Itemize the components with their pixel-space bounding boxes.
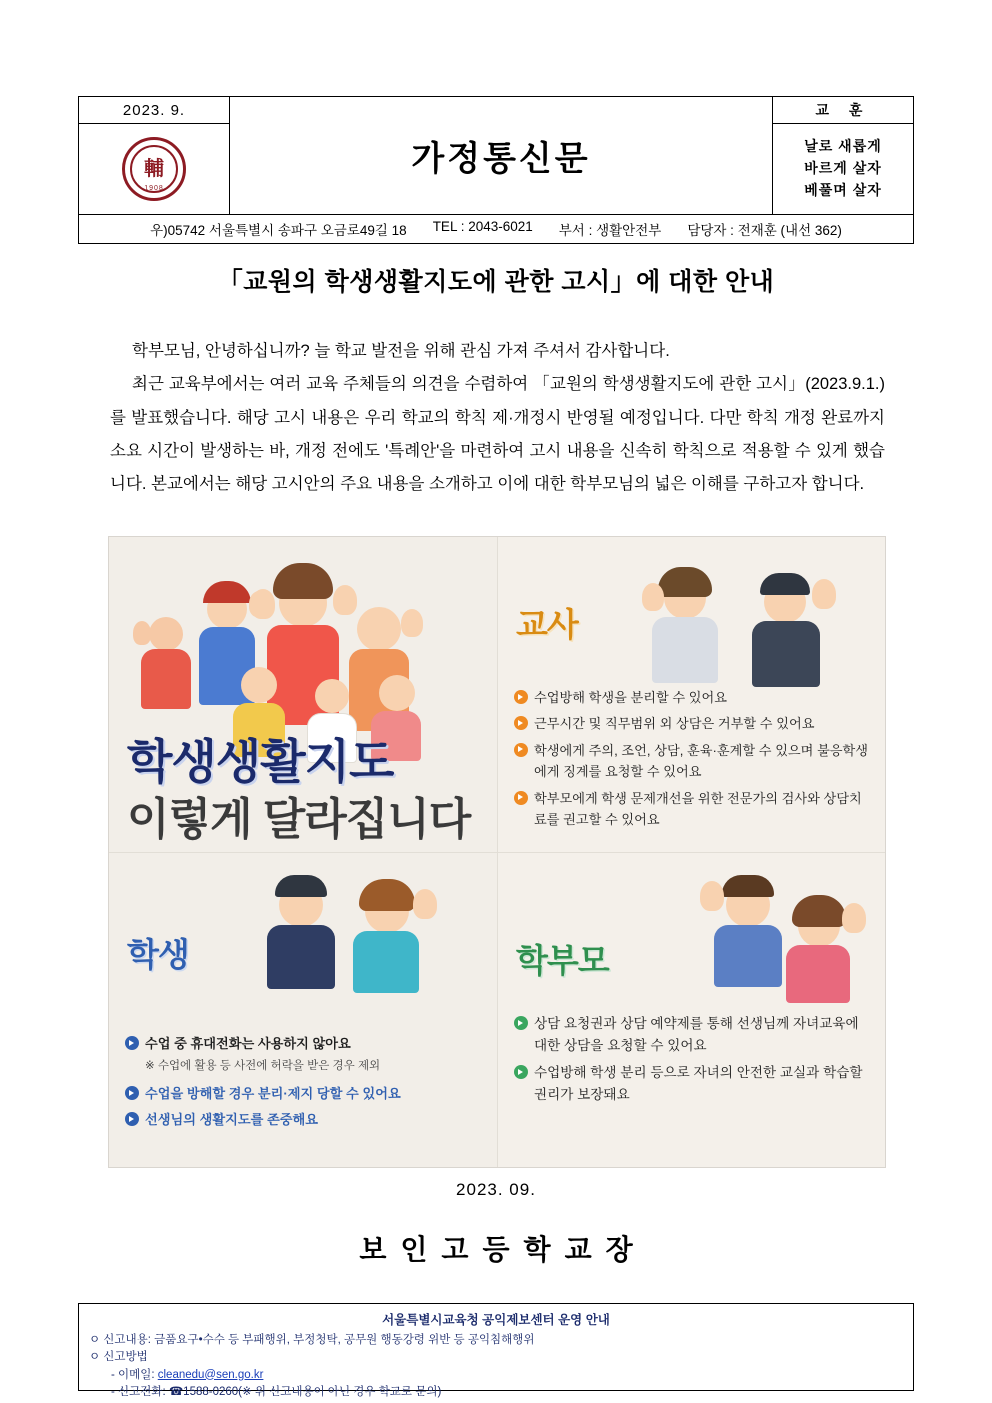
poster-student-list [125, 1033, 485, 1136]
student-figure-female [347, 873, 437, 993]
teacher-figure-female [648, 559, 728, 679]
parent-item-2: 수업방해 학생 분리 등으로 자녀의 안전한 교실과 학습할 권리가 보장돼요 [534, 1065, 863, 1103]
motto-line-1: 날로 새롭게 [804, 138, 882, 155]
issue-date: 2023. 9. [79, 97, 230, 124]
arrow-bullet-icon [125, 1086, 139, 1100]
motto-heading: 교 훈 [773, 97, 914, 124]
teacher-item-1: 수업방해 학생을 분리할 수 있어요 [534, 690, 728, 705]
list-item [125, 1109, 485, 1130]
signature-line: 보인고등학교장 [359, 1234, 647, 1265]
poster-main-title-line1: 학생생활지도 [127, 735, 394, 788]
poster-student-title: 학생 [127, 936, 189, 973]
list-item [125, 1083, 485, 1104]
school-address: 우)05742 서울특별시 송파구 오금로49길 18 [150, 223, 407, 238]
student-figure-male [259, 867, 345, 987]
teacher-item-2: 근무시간 및 직무범위 외 상담은 거부할 수 있어요 [534, 716, 815, 732]
school-logo-icon [122, 137, 186, 201]
student-note: ※ 수업에 활용 등 사전에 허락을 받은 경우 제외 [145, 1060, 381, 1073]
student-item-2: 수업을 방해할 경우 분리·제지 당할 수 있어요 [145, 1086, 401, 1101]
list-item [514, 788, 873, 831]
list-item [514, 713, 873, 734]
notice-email-label: - 이메일: [111, 1368, 155, 1381]
poster-main-title-line2: 이렇게 달라집니다 [127, 795, 471, 844]
notice-email-link[interactable]: cleanedu@sen.go.kr [157, 1368, 264, 1381]
logo-character: 輔 [144, 156, 164, 181]
arrow-bullet-icon [514, 791, 528, 805]
poster-quadrant-teacher [497, 537, 885, 852]
school-manager: 담당자 : 전재훈 (내선 362) [687, 223, 842, 238]
paragraph-2: 최근 교육부에서는 여러 교육 주체들의 의견을 수렴하여 「교원의 학생생활지도에 관한 고시」(2023.9.1.)를 발표했습니다. 해당 고시 내용은 우리 학교의 학칙 제·개정시 반영될 예정입니다. 다만 학칙 개정 완료까지 소요 시간이 발생하는 바, 개정 전에도 '특례안'을 마련하여 고시 내용을 신속히 학칙으로 적용할 수 있게 했습니다. 본교에서는 해당 고시안의 주요 내용을 소개하고 이에 대한 학부모님의 넓은 이해를 구하고자 합니다. [110, 375, 885, 494]
poster-quadrant-parent [497, 852, 885, 1167]
motto-line-2: 바르게 살자 [804, 160, 882, 177]
arrow-bullet-icon [514, 690, 528, 704]
poster-image [108, 536, 886, 1168]
parent-figure-female [780, 889, 866, 999]
list-item [514, 1062, 873, 1106]
teacher-item-4: 학부모에게 학생 문제개선을 위한 전문가의 검사와 상담치료를 권고할 수 있어요 [534, 790, 862, 827]
body-text [110, 335, 885, 502]
arrow-bullet-icon [514, 743, 528, 757]
parent-item-1: 상담 요청권과 상담 예약제를 통해 선생님께 자녀교육에 대한 상담을 요청할 수 있어요 [534, 1016, 859, 1054]
list-item [514, 740, 873, 783]
list-item [514, 687, 873, 708]
closing-date: 2023. 09. [456, 1180, 536, 1199]
notice-email-row [89, 1367, 903, 1384]
notice-line-1: ㅇ 신고내용: 금품요구•수수 등 부패행위, 부정청탁, 공무원 행동강령 위반 등 공익침해행위 [89, 1334, 535, 1346]
arrow-bullet-icon [125, 1112, 139, 1126]
arrow-bullet-icon [514, 1016, 528, 1030]
notice-title: 서울특별시교육청 공익제보센터 운영 안내 [382, 1313, 610, 1327]
school-emblem-cell [79, 124, 230, 215]
list-item [514, 1013, 873, 1057]
paragraph-1: 학부모님, 안녕하십니까? 늘 학교 발전을 위해 관심 가져 주셔서 감사합니다. [132, 342, 670, 360]
newsletter-title: 가정통신문 [230, 97, 773, 215]
school-motto [773, 124, 914, 215]
student-item-3: 선생님의 생활지도를 존중해요 [145, 1112, 318, 1128]
poster-teacher-list [514, 687, 873, 835]
poster-parent-title: 학부모 [516, 942, 609, 979]
contact-row [79, 215, 914, 244]
page-title: 「교원의 학생생활지도에 관한 고시」에 대한 안내 [217, 268, 775, 296]
arrow-bullet-icon [514, 716, 528, 730]
school-dept: 부서 : 생활안전부 [558, 223, 662, 238]
arrow-bullet-icon [514, 1065, 528, 1079]
notice-phone-row: - 신고전화: ☎1588-0260(※ 위 신고내용이 아닌 경우 학교로 문의) [111, 1385, 442, 1398]
list-item [125, 1033, 485, 1054]
arrow-bullet-icon [125, 1036, 139, 1050]
teacher-figure-male [742, 565, 834, 685]
notice-box [78, 1303, 914, 1398]
letterhead [78, 96, 914, 244]
school-tel: TEL : 2043-6021 [432, 219, 533, 234]
family-figure-1 [139, 599, 199, 709]
poster-parent-list [514, 1013, 873, 1111]
letterhead-table [78, 96, 914, 244]
poster-quadrant-student [109, 852, 497, 1167]
poster-teacher-title: 교사 [516, 606, 578, 643]
notice-line-2: ㅇ 신고방법 [89, 1351, 148, 1364]
teacher-item-3: 학생에게 주의, 조언, 상담, 훈육·훈계할 수 있으며 불응학생에게 징계를 요청할 수 있어요 [534, 742, 869, 780]
student-item-1: 수업 중 휴대전화는 사용하지 않아요 [145, 1036, 351, 1051]
poster-quadrant-main [109, 537, 497, 852]
motto-line-3: 베풀며 살자 [804, 181, 882, 198]
logo-year: 1908 [144, 185, 164, 192]
